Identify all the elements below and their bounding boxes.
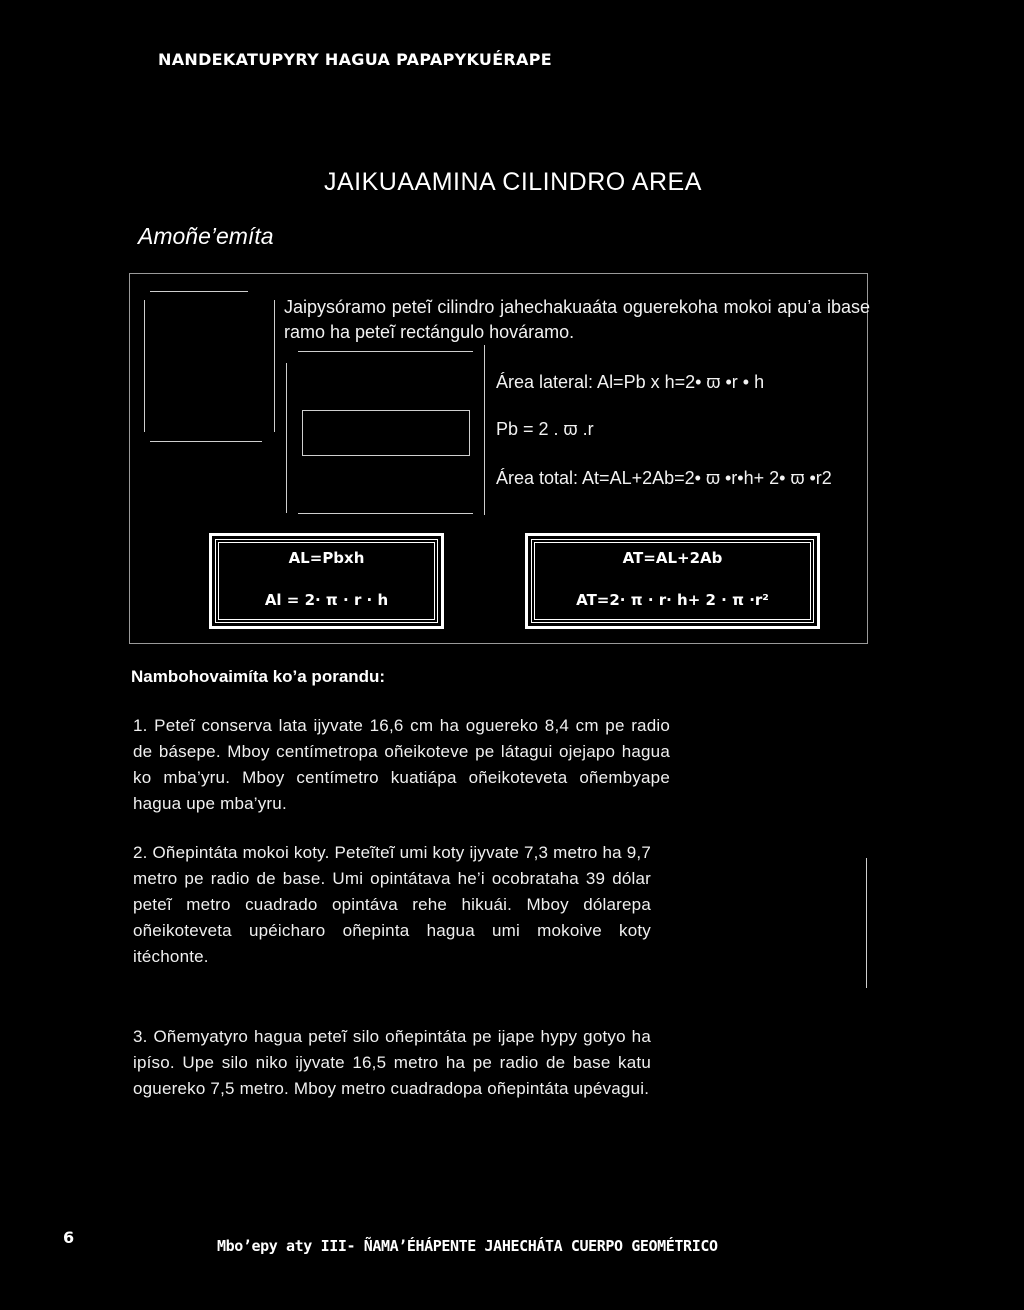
formula-base-perimeter: Pb = 2 . ϖ .r [496, 419, 594, 439]
question-1: 1. Peteĩ conserva lata ijyvate 16,6 cm ha oguereko 8,4 cm pe radio de básepe. Mboy centímetropa oñeikoteve pe látagui ojejapo hagua ko mba’yru. Mboy centímetro kuatiápa oñeikoteveta oñembyape hagua upe mba’yru. [133, 716, 670, 813]
lateral-area-formula-box [209, 533, 444, 629]
formula-total-area: Área total: At=AL+2Ab=2• ϖ •r•h+ 2• ϖ •r2 [496, 468, 832, 488]
cylinder-bottom-edge [298, 513, 473, 514]
base-rectangle [302, 410, 470, 456]
rectangle-left-edge [144, 300, 145, 432]
questions-heading: Nambohovaimíta ko’a porandu: [131, 667, 386, 686]
section-title: JAIKUAAMINA CILINDRO AREA [324, 168, 702, 196]
page-number: 6 [63, 1228, 75, 1247]
lateral-area-box-title: AL=Pbxh [288, 549, 365, 567]
total-area-box-title: AT=AL+2Ab [622, 549, 723, 567]
panel-intro-text: Jaipysóramo peteĩ cilindro jahechakuaáta oguerekoha mokoi apu’a ibase ramo ha peteĩ rectángulo hováramo. [284, 297, 870, 342]
question-2: 2. Oñepintáta mokoi koty. Peteĩteĩ umi koty ijyvate 7,3 metro ha 9,7 metro pe radio de base. Umi opintátava he’i ocobrataha 39 dólar peteĩ metro cuadrado opintáva rehe hikuái. Mboy dólarepa oñeikoteveta upéicharo oñepinta hagua umi mokoive koty itéchonte. [133, 843, 651, 966]
total-area-box-formula: AT=2· π · r· h+ 2 · π ·r² [576, 591, 769, 609]
cylinder-left-edge [286, 363, 287, 513]
footer-title: Mbo’epy aty III- ÑAMA’ÉHÁPENTE JAHECHÁTA CUERPO GEOMÉTRICO [217, 1237, 718, 1255]
cylinder-right-edge [484, 345, 485, 515]
question-3: 3. Oñemyatyro hagua peteĩ silo oñepintáta pe ijape hypy gotyo ha ipíso. Upe silo niko ijyvate 16,5 metro ha pe radio de base katu oguereko 7,5 metro. Mboy metro cuadradopa oñepintáta upévagui. [133, 1027, 651, 1098]
formula-lateral-area: Área lateral: Al=Pb x h=2• ϖ •r • h [496, 372, 765, 392]
document-header: NANDEKATUPYRY HAGUA PAPAPYKUÉRAPE [158, 50, 552, 69]
rectangle-bottom-edge [150, 441, 262, 442]
lateral-area-box-formula: Al = 2· π · r · h [264, 591, 389, 609]
rectangle-right-edge [274, 300, 275, 432]
section-label: Amoñe’emíta [138, 223, 274, 249]
cylinder-top-edge [298, 351, 473, 352]
rectangle-top-edge [150, 291, 248, 292]
margin-divider-line [866, 858, 867, 988]
total-area-formula-box [525, 533, 820, 629]
